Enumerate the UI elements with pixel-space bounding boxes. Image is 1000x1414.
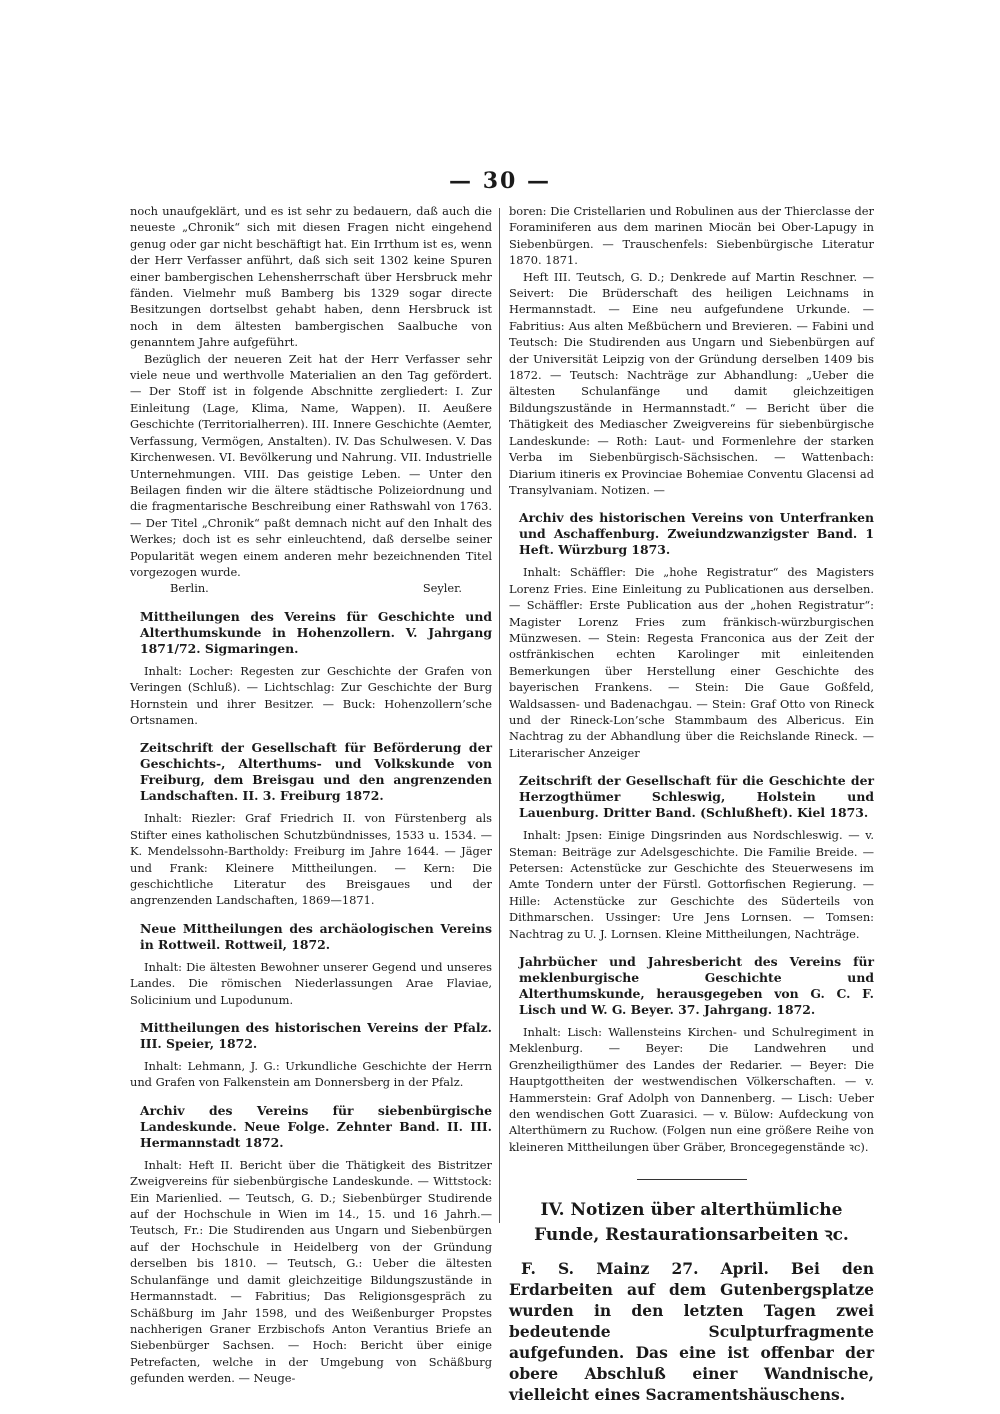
entry-body-hohenzollern: Inhalt: Locher: Regesten zur Geschichte der Grafen von Veringen (Schluß). — Lichtschlag: Zur Geschichte der Burg Hornstein und ihrer Besitzer. — Buck: Hohenzollern’sche Ortsnamen. [130,663,492,727]
entry-heading-freiburg: Zeitschrift der Gesellschaft für Beförderung der Geschichts-, Alterthums- und Volkskunde von Freiburg, dem Breisgau und den angrenzenden Landschaften. II. 3. Freiburg 1872. [140,740,492,804]
entry-body-rottweil: Inhalt: Die ältesten Bewohner unserer Gegend und unseres Landes. Die römischen Niederlassungen Arae Flaviae, Solicinium und Lupodunum. [130,959,492,1007]
entry-heading-schleswig: Zeitschrift der Gesellschaft für die Geschichte der Herzogthümer Schleswig, Holstein und Lauenburg. Dritter Band. (Schlußheft). Kiel 1873. [519,773,874,821]
entry-heading-siebenbuergen: Archiv des Vereins für siebenbürgische Landeskunde. Neue Folge. Zehnter Band. II. III. Hermannstadt 1872. [140,1102,492,1150]
column-divider [499,208,500,1223]
entry-heading-unterfranken: Archiv des historischen Vereins von Unterfranken und Aschaffenburg. Zweiundzwanzigster Band. 1 Heft. Würzburg 1873. [519,510,874,558]
paragraph-review-continued: noch unaufgeklärt, und es ist sehr zu bedauern, daß auch die neueste „Chronik“ sich mit diesen Fragen nicht eingehend genug oder gar nicht beschäftigt hat. Ein Irrthum ist es, wenn der Herr Verfasser anführt, daß sich seit 1302 keine Spuren einer bambergischen Lehensherrschaft über Hersbruck mehr fänden. Vielmehr muß Bamberg bis 1329 sogar directe Besitzungen dortselbst gehabt haben, denn Hersbruck ist noch in dem ältesten bambergischen Saalbuche von genanntem Jahre aufgeführt. [130,204,492,350]
entry-heading-rottweil: Neue Mittheilungen des archäologischen Vereins in Rottweil. Rottweil, 1872. [140,920,492,952]
entry-heading-pfalz: Mittheilungen des historischen Vereins der Pfalz. III. Speier, 1872. [140,1020,492,1052]
section-title: IV. Notizen über alterthümliche Funde, Restaurationsarbeiten ꝛc. [534,1200,849,1246]
section-divider [637,1179,747,1180]
review-signature [130,580,492,596]
entry-heading-meklenburg: Jahrbücher und Jahresbericht des Vereins für meklenburgische Geschichte und Alterthumskunde, herausgegeben von G. C. F. Lisch und W. G. Beyer. 37. Jahrgang. 1872. [519,954,874,1018]
entry-body-schleswig: Inhalt: Jpsen: Einige Dingsrinden aus Nordschleswig. — v. Steman: Beiträge zur Adelsgeschichte. Die Familie Breide. — Petersen: Actenstücke zur Geschichte des Steuerwesens im Amte Tondern unter der Fürstl. Gottorfischen Regierung. — Hille: Actenstücke zur Geschichte des Süderteils von Dithmarschen. Ussinger: Ure Jens Lornsen. — Tomsen: Nachtrag zu U. J. Lornsen. Kleine Mittheilungen, Nachträge. [509,828,874,941]
signature-place: Berlin. [170,581,209,596]
entry-body-unterfranken: Inhalt: Schäffler: Die „hohe Registratur“ des Magisters Lorenz Fries. Eine Einleitung zu Publicationen aus derselben. — Schäffler: Erste Publication aus der „hohen Registratur“: Magister Lorenz Fries zum fränkisch-würzburgischen Münzwesen. — Stein: Regesta Franconica aus der Zeit der ostfränkischen echten Karolinger mit einleitenden Bemerkungen über Herstellung einer Geschichte des bayerischen Frankens. — Stein: Die Gaue Goßfeld, Waldsassen- und Badenachgau. — Stein: Graf Otto von Rineck und der Rineck-Lon’sche Stammbaum des Albericus. Ein Nachtrag zu der Abhandlung über die Reichslande Rineck. — Literarischer Anzeiger [509,565,874,760]
signature-name: Seyler. [422,581,462,596]
left-column [130,203,492,1387]
entry-body-pfalz: Inhalt: Lehmann, J. G.: Urkundliche Geschichte der Herrn und Grafen von Falkenstein am Donnersberg in der Pfalz. [130,1059,492,1090]
entry-body-meklenburg: Inhalt: Lisch: Wallensteins Kirchen- und Schulregiment in Meklenburg. — Beyer: Die Landwehren und Grenzheiligthümer des Landes der Redarier. — Beyer: Die Hauptgottheiten der westwendischen Völkerschaften. — v. Hammerstein: Graf Adolph von Dannenberg. — Lisch: Ueber den wendischen Gott Zuarasici. — v. Bülow: Aufdeckung von Alterthümern zu Ruchow. (Folgen nun eine größere Reihe von kleineren Mittheilungen über Gräber, Broncegegenstände ꝛc). [509,1025,874,1154]
entry-body-siebenbuergen: Inhalt: Heft II. Bericht über die Thätigkeit des Bistritzer Zweigvereins für siebenbürgische Landeskunde. — Wittstock: Ein Marienlied. — Teutsch, G. D.; Siebenbürger Studirende auf der Hochschule in Wien im 14., 15. und 16 Jahrh.— Teutsch, Fr.: Die Studirenden aus Ungarn und Siebenbürgen auf der Hochschule in Heidelberg von der Gründung derselben bis 1810. — Teutsch, G.: Ueber die ältesten Schulanfänge und damit gleichzeitige Bildungszustände in Hermannstadt. — Fabritius; Das Religionsgespräch zu Schäßburg im Jahr 1598, und des Weißenburger Propstes nachherigen Graner Erzbischofs Anton Verantius Briefe an Siebenbürger Sachsen. — Hoch: Bericht über einige Petrefacten, welche in der Umgebung von Schäßburg gefunden werden. — Neuge- [130,1157,492,1386]
paragraph-review-contents: Bezüglich der neueren Zeit hat der Herr Verfasser sehr viele neue und werthvolle Materialien an den Tag gefördert. — Der Stoff ist in folgende Abschnitte zergliedert: I. Zur Einleitung (Lage, Klima, Name, Wappen). II. Aeußere Geschichte (Territorialherren). III. Innere Geschichte (Aemter, Verfassung, Vermögen, Anstalten). IV. Das Schulwesen. V. Das Kirchenwesen. VI. Bevölkerung und Nahrung. VII. Industrielle Unternehmungen. VIII. Das geistige Leben. — Unter den Beilagen finden wir die ältere städtische Polizeiordnung und die fragmentarische Beschreibung einer Rathswahl von 1763. — Der Titel „Chronik“ paßt demnach nicht auf den Inhalt des Werkes; doch ist es sehr einleuchtend, daß derselbe seiner Popularität wegen einem anderen mehr bezeichnenden Titel vorgezogen wurde. [130,351,492,579]
entry-heading-hohenzollern: Mittheilungen des Vereins für Geschichte und Alterthumskunde in Hohenzollern. V. Jahrgang 1871/72. Sigmaringen. [140,608,492,656]
page-number: — 30 — [449,168,551,194]
notice-mainz: F. S. Mainz 27. April. Bei den Erdarbeiten auf dem Gutenbergsplatze wurden in den letzten Tagen zwei bedeutende Sculpturfragmente aufgefunden. Das eine ist offenbar der obere Abschluß einer Wandnische, vielleicht eines Sacramentshäuschens. [509,1259,874,1405]
right-column [509,203,874,1405]
entry-body-siebenbuergen-continued: boren: Die Cristellarien und Robulinen aus der Thierclasse der Foraminiferen aus dem marinen Miocän bei Ober-Lapugy in Siebenbürgen. — Trauschenfels: Siebenbürgische Literatur 1870. 1871. [509,204,874,268]
entry-body-freiburg: Inhalt: Riezler: Graf Friedrich II. von Fürstenberg als Stifter eines katholischen Schutzbündnisses, 1533 u. 1534. — K. Mendelssohn-Bartholdy: Freiburg im Jahre 1644. — Jäger und Frank: Kleinere Mittheilungen. — Kern: Die geschichtliche Literatur des Breisgaues und der angrenzenden Landschaften, 1869—1871. [130,811,492,908]
entry-body-siebenbuergen-heft3: Heft III. Teutsch, G. D.; Denkrede auf Martin Reschner. — Seivert: Die Brüderschaft des heiligen Leichnams in Hermannstadt. — Eine neu aufgefundene Urkunde. — Fabritius: Aus alten Meßbüchern und Brevieren. — Fabini und Teutsch: Die Studirenden aus Ungarn und Siebenbürgen auf der Universität Leipzig von der Gründung derselben 1409 bis 1872. — Teutsch: Nachträge zur Abhandlung: „Ueber die ältesten Schulanfänge und damit gleichzeitigen Bildungszustände in Hermannstadt.“ — Bericht über die Thätigkeit des Mediascher Zweigvereins für siebenbürgische Landeskunde: — Roth: Laut- und Formenlehre der starken Verba im Siebenbürgisch-Sächsischen. — Wattenbach: Diarium itineris ex Provinciae Bohemiae Conventu Glacensi ad Transylvaniam. Notizen. — [509,269,874,497]
